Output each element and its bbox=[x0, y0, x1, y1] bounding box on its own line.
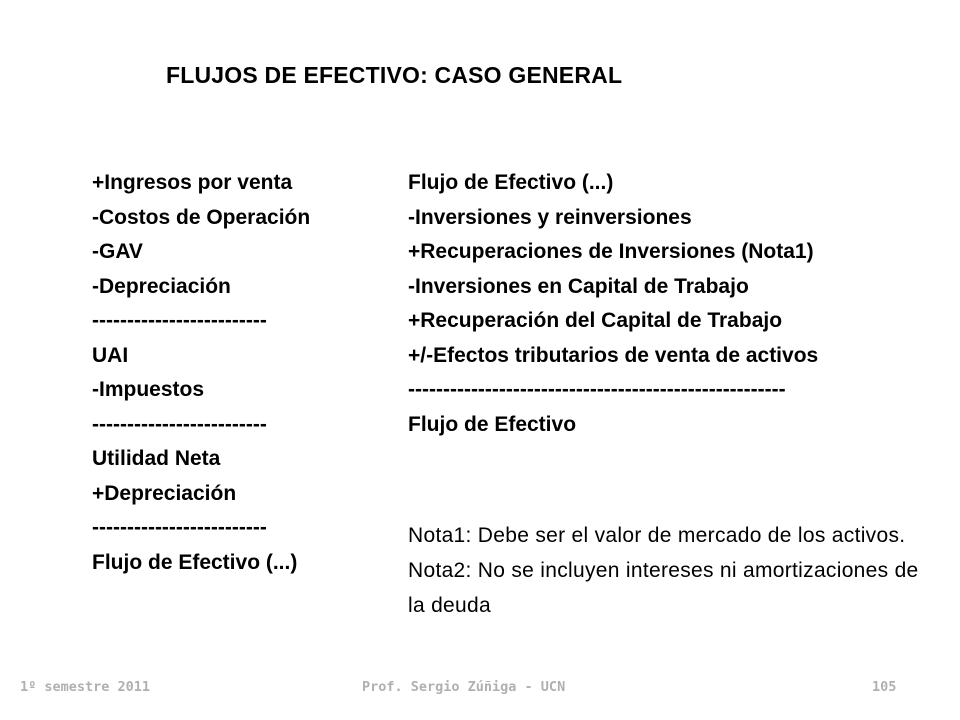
left-line-impuestos: -Impuestos bbox=[92, 378, 205, 401]
left-line-flujo-efectivo: Flujo de Efectivo (...) bbox=[92, 550, 298, 574]
right-line-efectos-tributarios: +/-Efectos tributarios de venta de activos bbox=[408, 343, 819, 367]
left-line-depreciacion: -Depreciación bbox=[92, 274, 231, 298]
right-line-recuperacion-capital: +Recuperación del Capital de Trabajo bbox=[408, 309, 783, 332]
cash-flow-column bbox=[408, 166, 818, 442]
left-line-uai: UAI bbox=[92, 343, 129, 367]
right-line-flujo-inicial: Flujo de Efectivo (...) bbox=[408, 171, 614, 194]
right-line-capital-trabajo: -Inversiones en Capital de Trabajo bbox=[408, 274, 749, 298]
left-separator-2: ------------------------- bbox=[92, 412, 267, 436]
right-separator: ------------------------------------------------------ bbox=[408, 378, 786, 401]
footer-author: Prof. Sergio Zúñiga - UCN bbox=[362, 679, 566, 695]
left-line-utilidad-neta: Utilidad Neta bbox=[92, 447, 221, 470]
note-2: Nota2: No se incluyen intereses ni amortizaciones de la deuda bbox=[408, 559, 919, 617]
footer-semester: 1º semestre 2011 bbox=[20, 679, 151, 695]
right-line-recuperaciones: +Recuperaciones de Inversiones (Nota1) bbox=[408, 240, 814, 263]
note-1: Nota1: Debe ser el valor de mercado de los activos. bbox=[408, 524, 906, 547]
left-line-ingresos: +Ingresos por venta bbox=[92, 171, 293, 194]
footer-page-number: 105 bbox=[872, 679, 897, 695]
slide-title: FLUJOS DE EFECTIVO: CASO GENERAL bbox=[166, 62, 623, 88]
income-statement-column bbox=[92, 166, 310, 580]
right-line-inversiones: -Inversiones y reinversiones bbox=[408, 205, 692, 229]
left-line-gav: -GAV bbox=[92, 240, 143, 263]
notes-block bbox=[408, 518, 928, 623]
left-separator-1: ------------------------- bbox=[92, 309, 267, 332]
left-line-costos: -Costos de Operación bbox=[92, 205, 311, 229]
left-separator-3: ------------------------- bbox=[92, 516, 267, 539]
left-line-mas-depreciacion: +Depreciación bbox=[92, 481, 237, 505]
right-line-flujo-final: Flujo de Efectivo bbox=[408, 412, 577, 436]
